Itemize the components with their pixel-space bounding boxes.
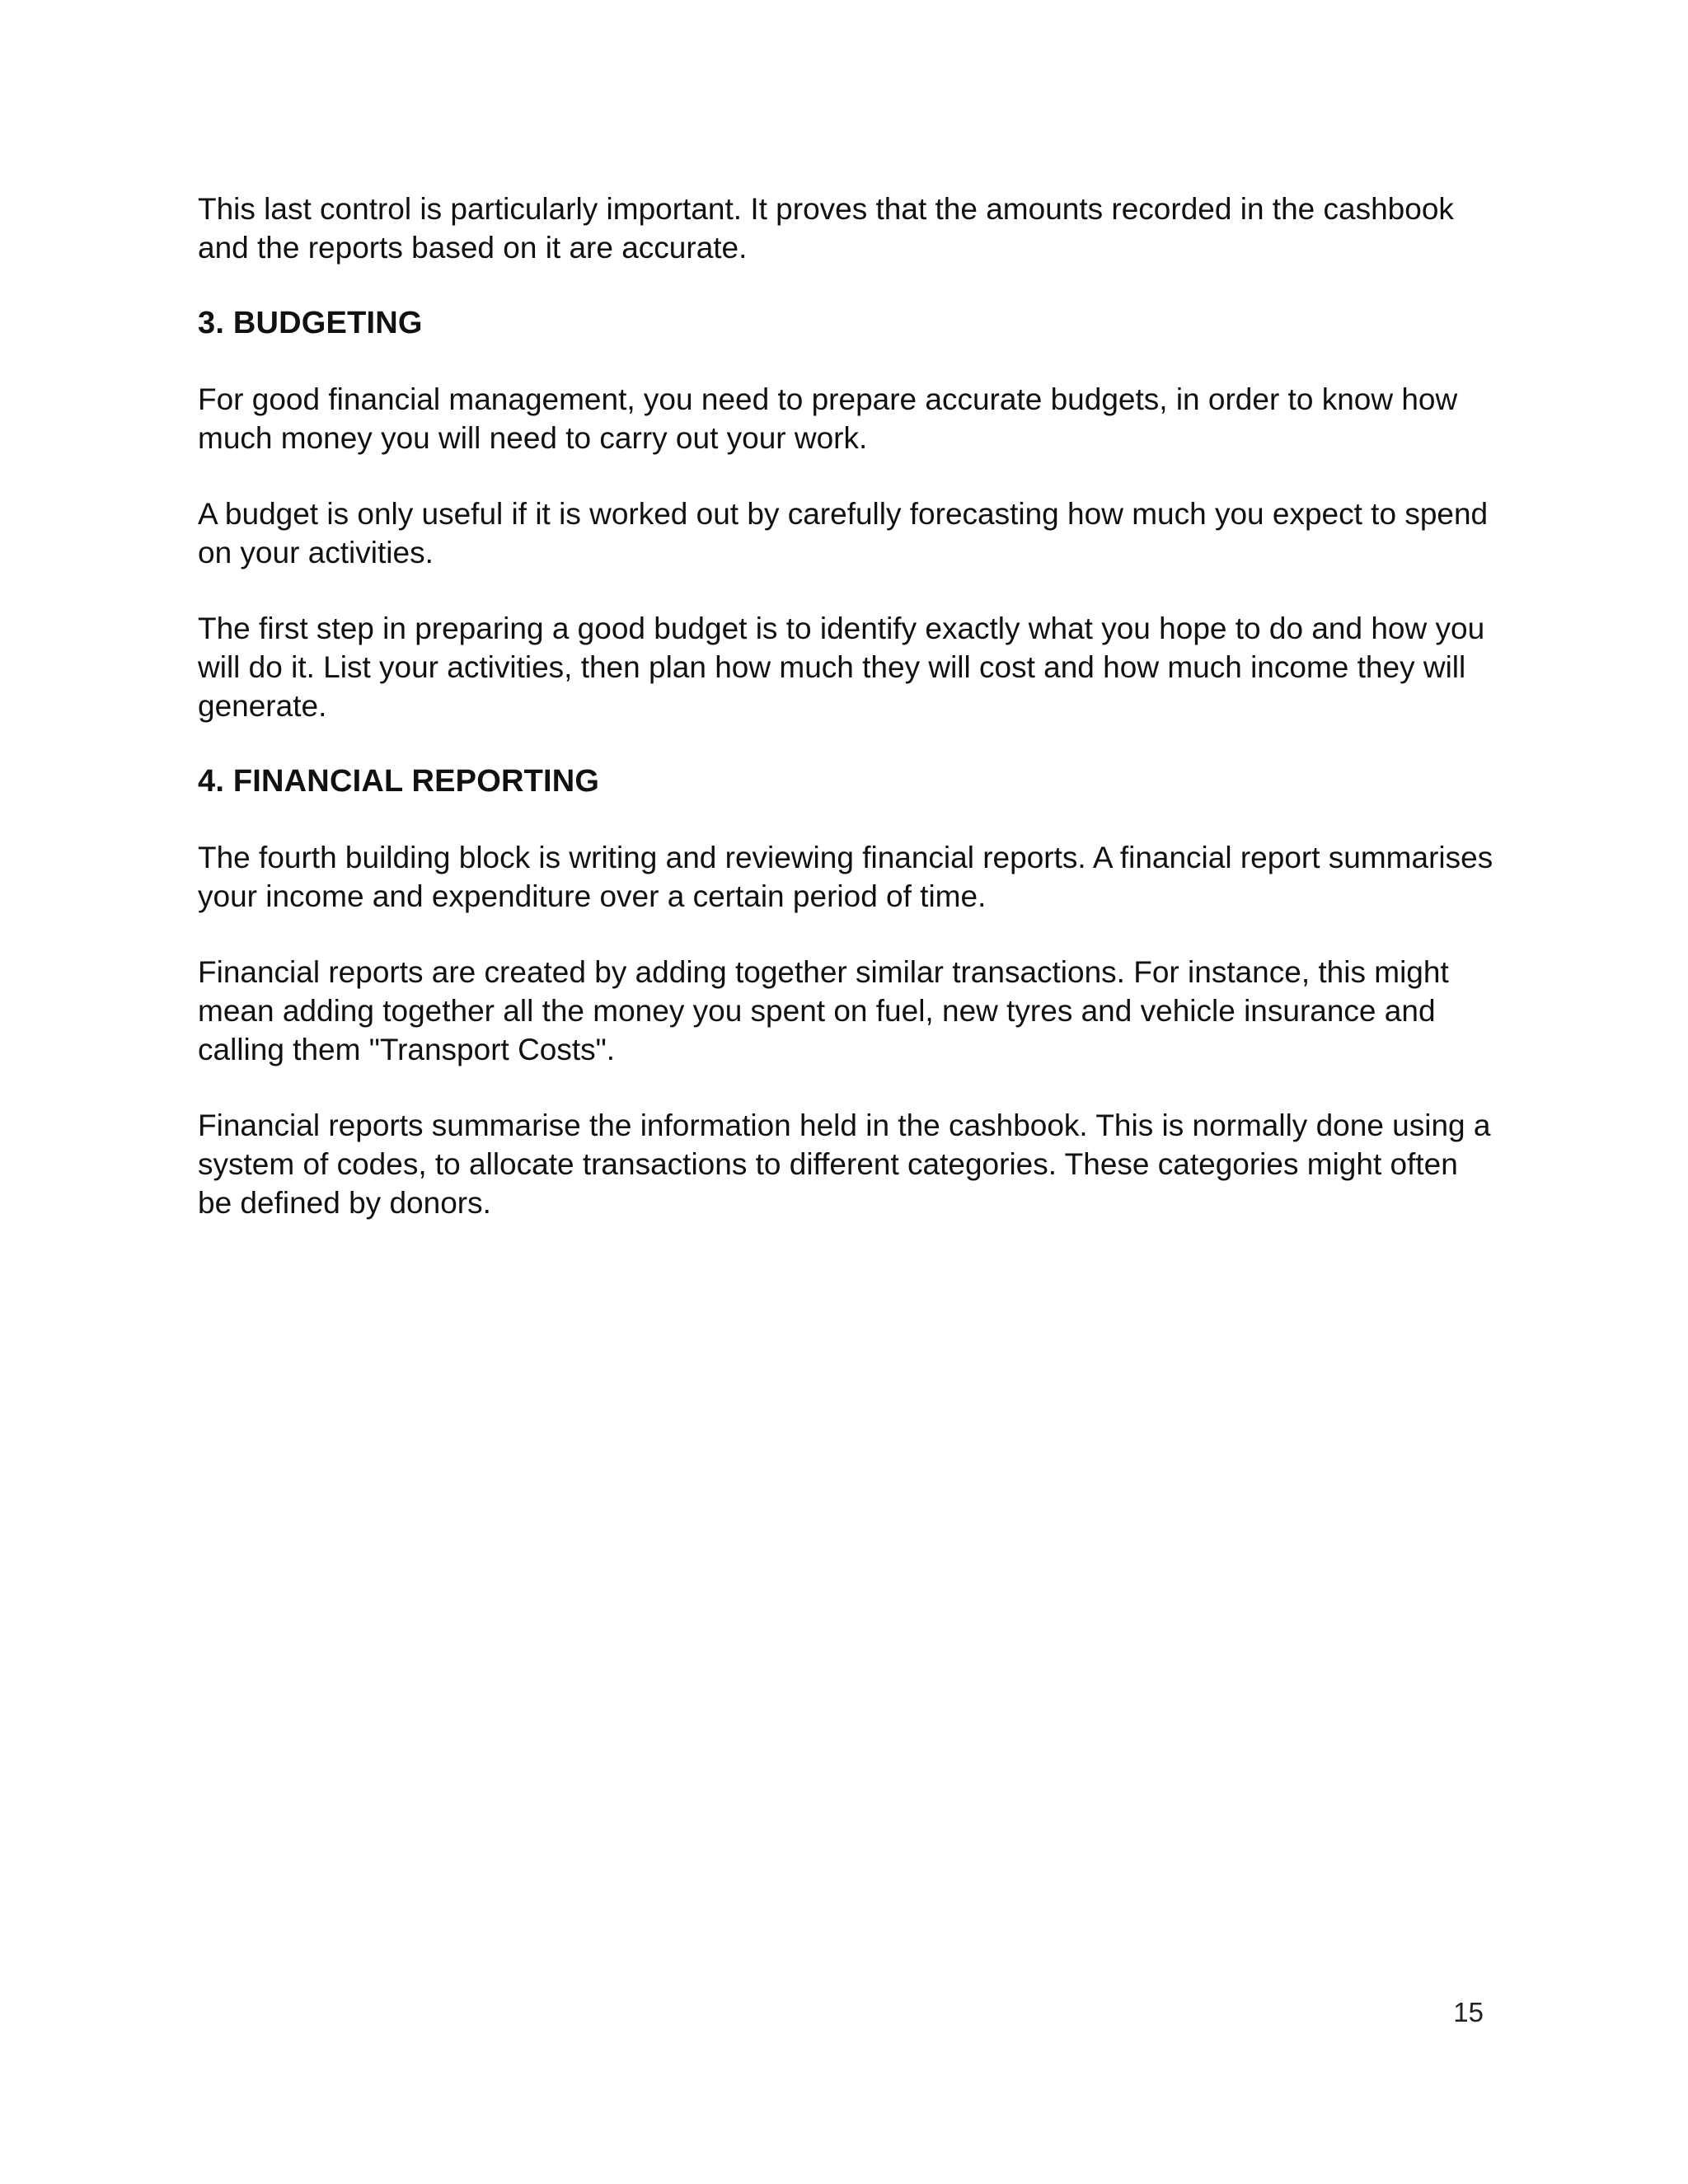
financial-reporting-paragraph: Financial reports are created by adding together similar transactions. For instance, this might mean adding together all the money you spent on fuel, new tyres and vehicle insurance and calling them "Transport Costs".	[198, 955, 1449, 1066]
budgeting-paragraph: A budget is only useful if it is worked out by carefully forecasting how much you expect to spend on your activities.	[198, 497, 1489, 569]
page-content	[198, 190, 1500, 1259]
budgeting-paragraph: For good financial management, you need to prepare accurate budgets, in order to know how much money you will need to carry out your work.	[198, 382, 1458, 455]
financial-reporting-paragraph: Financial reports summarise the information held in the cashbook. This is normally done using a system of codes, to allocate transactions to different categories. These categories might often be defined by donors.	[198, 1108, 1491, 1220]
budgeting-paragraph: The first step in preparing a good budget is to identify exactly what you hope to do and how you will do it. List your activities, then plan how much they will cost and how much income they will generate.	[198, 612, 1485, 723]
page-number: 15	[1453, 1997, 1484, 2027]
section-heading-financial-reporting: 4. FINANCIAL REPORTING	[198, 764, 600, 799]
section-heading-budgeting: 3. BUDGETING	[198, 306, 423, 340]
financial-reporting-paragraph: The fourth building block is writing and reviewing financial reports. A financial report summarises your income and expenditure over a certain period of time.	[198, 841, 1493, 913]
intro-paragraph: This last control is particularly important. It proves that the amounts recorded in the cashbook and the reports based on it are accurate.	[198, 192, 1454, 265]
